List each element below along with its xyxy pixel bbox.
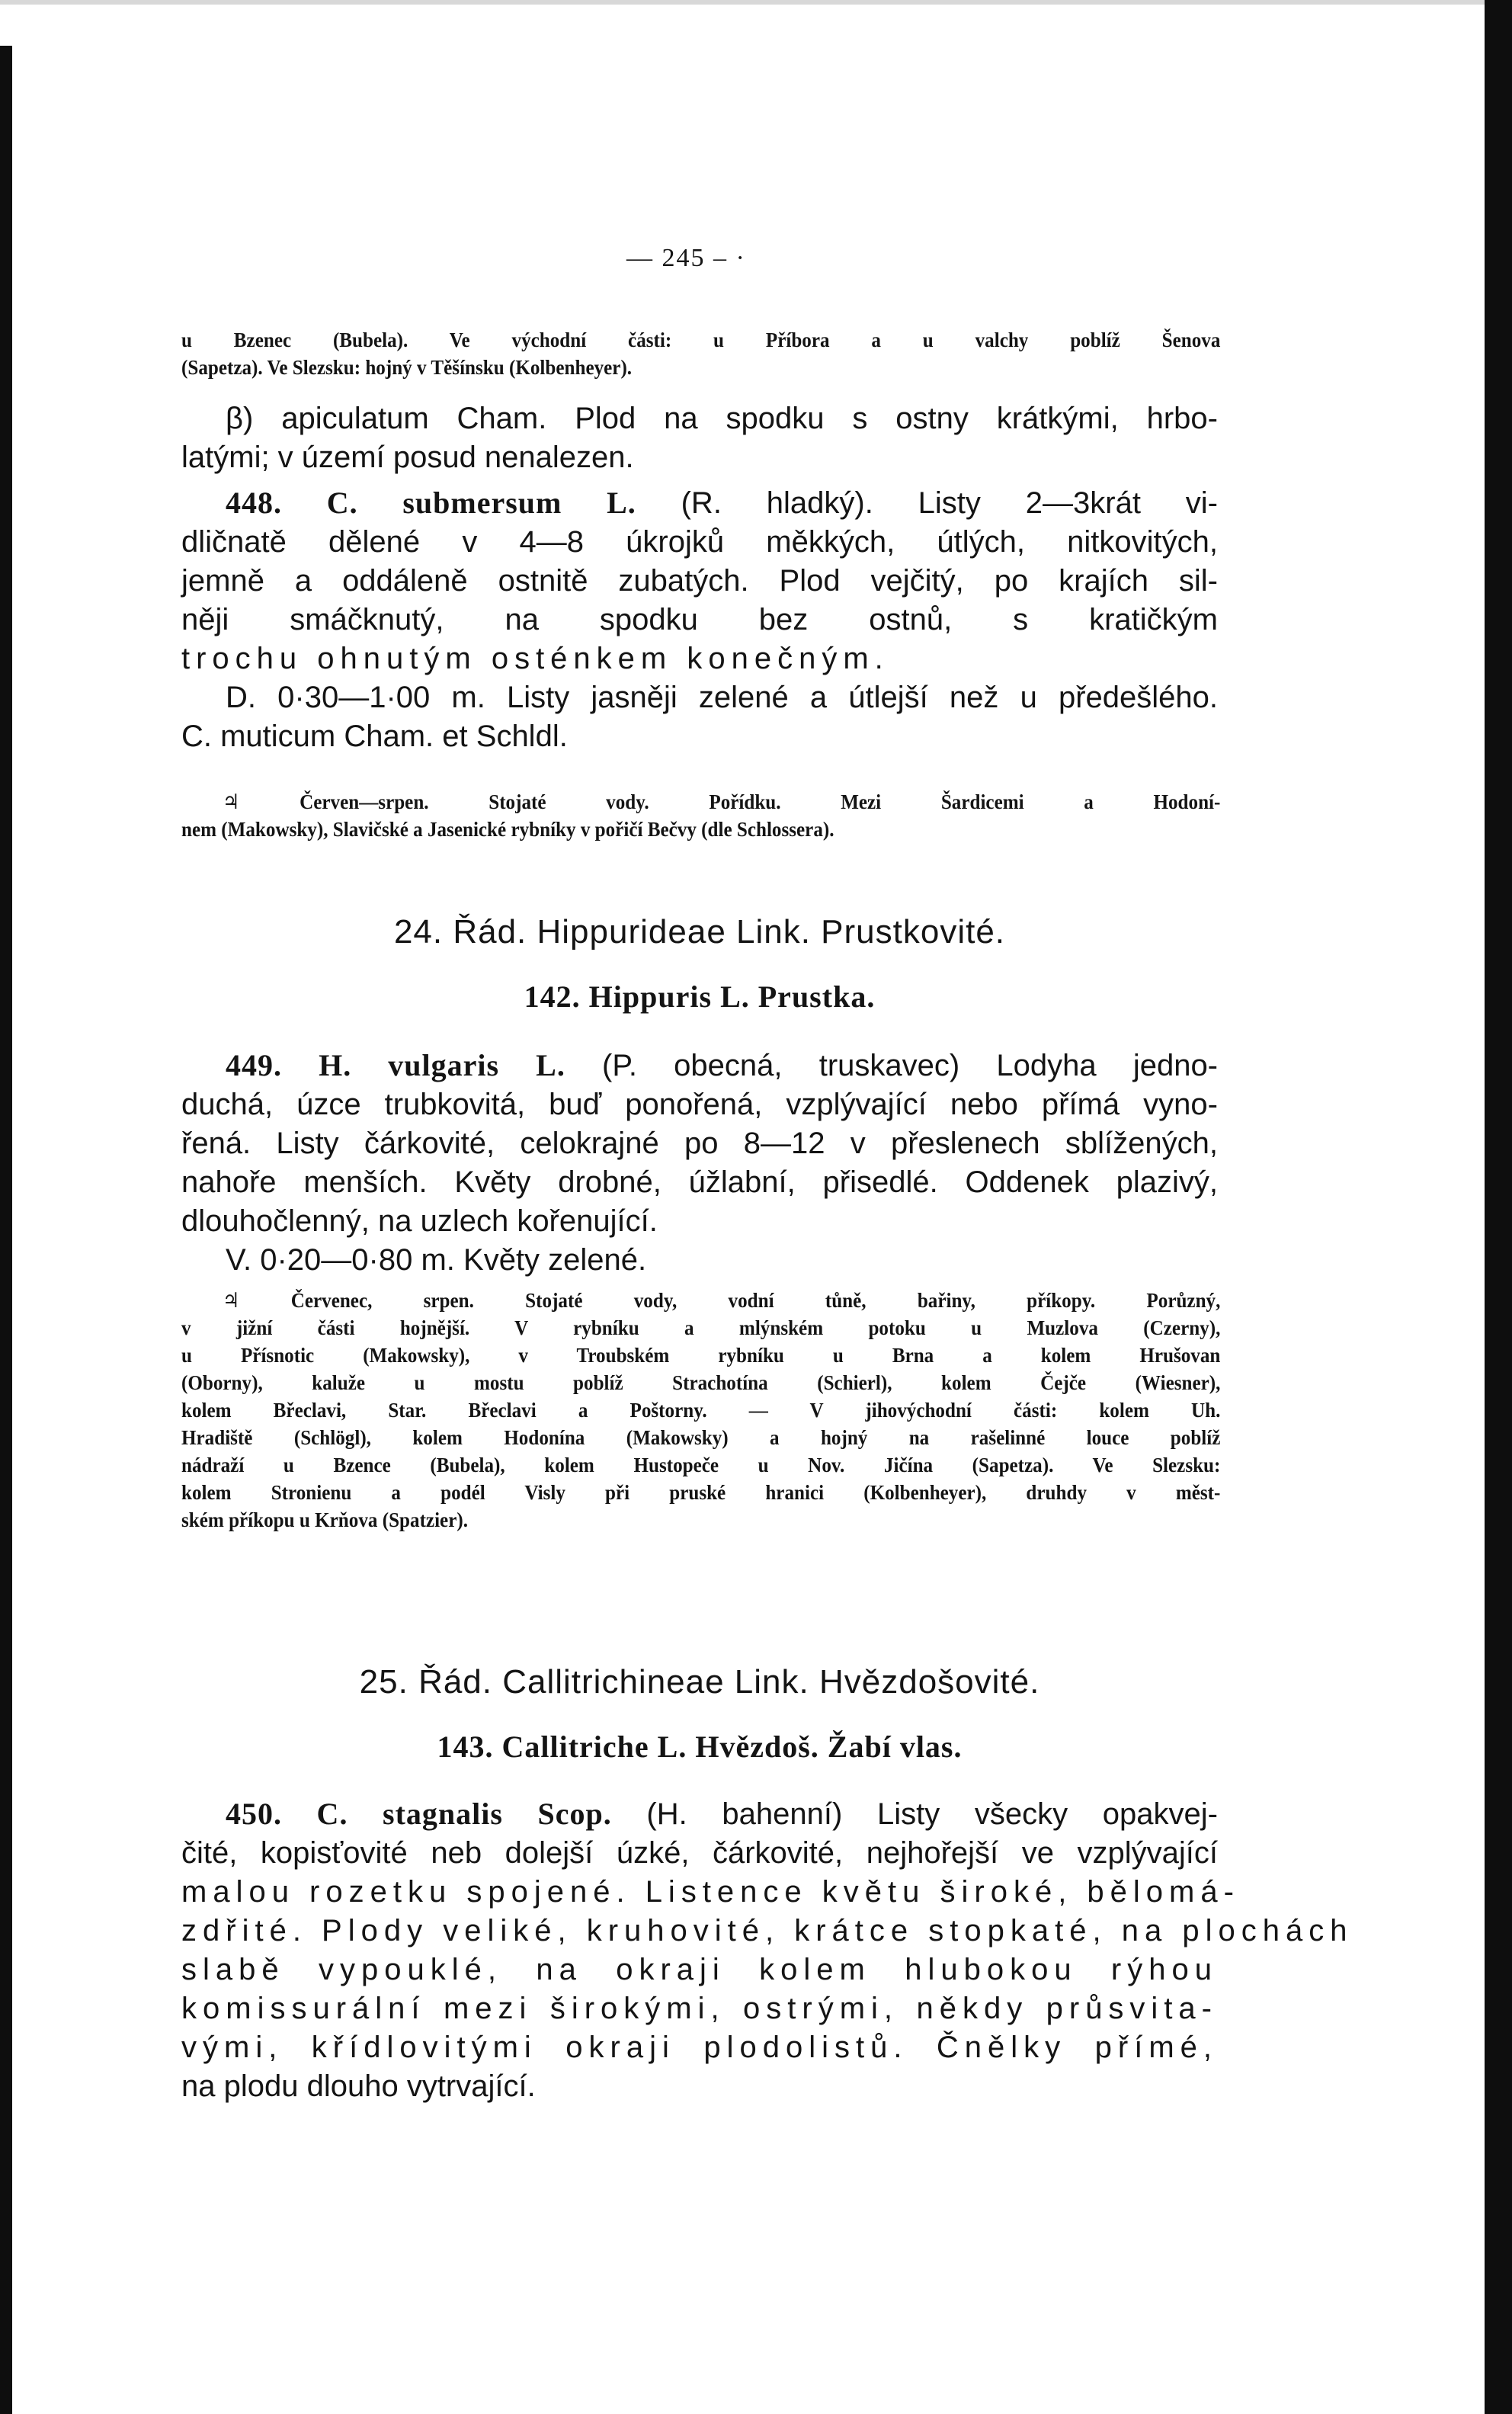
continuation-paragraph — [181, 326, 1220, 381]
text-line: jemně a oddáleně ostnitě zubatých. Plod vejčitý, po krajích sil- — [181, 564, 1218, 598]
text-line: kolem Břeclavi, Star. Břeclavi a Poštorny. — V jihovýchodní části: kolem Uh. — [181, 1399, 1221, 1422]
text-line: nahoře menších. Květy drobné, úžlabní, přisedlé. Oddenek plazivý, — [181, 1165, 1218, 1199]
text-line: nádraží u Bzence (Bubela), kolem Hustopeče u Nov. Jičína (Sapetza). Ve Slezsku: — [181, 1454, 1221, 1476]
genus-heading: 143. Callitriche L. Hvězdoš. Žabí vlas. — [437, 1730, 963, 1764]
text-line — [181, 1046, 1218, 1085]
text-line: komissurální mezi širokými, ostrými, někdy průsvita- — [181, 1992, 1218, 2025]
text-run: (P. obecná, truskavec) Lodyha jedno- — [602, 1049, 1219, 1082]
text-line: ♃ Červen—srpen. Stojaté vody. Pořídku. Mezi Šardicemi a Hodoní- — [222, 790, 1221, 813]
order-25-heading-wrap — [181, 1663, 1218, 1701]
text-line: dličnatě dělené v 4—8 úkrojků měkkých, útlých, nitkovitých, — [181, 525, 1218, 559]
text-line: zdřité. Plody veliké, kruhovité, krátce stopkaté, na plochách — [181, 1914, 1353, 1948]
text-line: Hradiště (Schlögl), kolem Hodonína (Makowsky) a hojný na rašelinné louce poblíž — [181, 1426, 1221, 1449]
text-line: dlouhočlenný, na uzlech kořenující. — [181, 1204, 658, 1238]
order-24-heading-wrap — [181, 913, 1218, 951]
species-449-distribution — [181, 1287, 1220, 1534]
text-line: β) apiculatum Cham. Plod na spodku s ostny krátkými, hrbo- — [226, 402, 1218, 435]
text-line: slabě vypouklé, na okraji kolem hlubokou rýhou — [181, 1953, 1218, 1986]
scan-right-edge — [1485, 0, 1512, 2414]
species-448 — [181, 483, 1218, 756]
text-line: ♃ Červenec, srpen. Stojaté vody, vodní tůně, bařiny, příkopy. Porůzný, — [222, 1289, 1221, 1312]
text-line: něji smáčknutý, na spodku bez ostnů, s kratičkým — [181, 603, 1218, 636]
text-line: řená. Listy čárkovité, celokrajné po 8—12 v přeslenech sblížených, — [181, 1127, 1218, 1160]
species-450 — [181, 1794, 1353, 2106]
text-line: na plodu dlouho vytrvající. — [181, 2069, 536, 2103]
species-name: 449. H. vulgaris L. — [226, 1048, 565, 1082]
text-line: duchá, úzce trubkovitá, buď ponořená, vzplývající nebo přímá vyno- — [181, 1088, 1218, 1121]
text-line: u Přísnotic (Makowsky), v Troubském rybníku u Brna a kolem Hrušovan — [181, 1344, 1221, 1367]
text-line: malou rozetku spojené. Listence květu široké, bělomá- — [181, 1875, 1240, 1909]
page-number: — 245 – · — [626, 244, 746, 272]
species-name: 450. C. stagnalis Scop. — [226, 1797, 612, 1831]
text-line — [181, 483, 1218, 523]
text-line — [181, 1794, 1218, 1834]
text-line: (Sapetza). Ve Slezsku: hojný v Těšínsku (Kolbenheyer). — [181, 356, 633, 379]
genus-143-heading-wrap — [181, 1729, 1218, 1765]
text-line: vými, křídlovitými okraji plodolistů. Čnělky přímé, — [181, 2031, 1218, 2064]
species-448-distribution — [181, 788, 1220, 843]
text-line: trochu ohnutým osténkem konečným. — [181, 642, 889, 675]
genus-heading: 142. Hippuris L. Prustka. — [524, 979, 876, 1014]
text-line: v jižní části hojnější. V rybníku a mlýnském potoku u Muzlova (Czerny), — [181, 1316, 1221, 1339]
text-line: V. 0·20—0·80 m. Květy zelené. — [226, 1243, 647, 1277]
text-line: latými; v území posud nenalezen. — [181, 441, 634, 474]
variety-apiculatum — [181, 399, 1218, 477]
scan-top-edge — [0, 0, 1512, 5]
text-line: D. 0·30—1·00 m. Listy jasněji zelené a útlejší než u předešlého. — [226, 681, 1218, 714]
species-name: 448. C. submersum L. — [226, 486, 636, 520]
species-449 — [181, 1046, 1218, 1280]
text-line: u Bzenec (Bubela). Ve východní části: u Příbora a u valchy poblíž Šenova — [181, 329, 1221, 351]
text-run: (H. bahenní) Listy všecky opakvej- — [646, 1797, 1218, 1831]
order-heading: 25. Řád. Callitrichineae Link. Hvězdošovité. — [359, 1663, 1040, 1701]
text-line: nem (Makowsky), Slavičské a Jasenické rybníky v pořičí Bečvy (dle Schlossera). — [181, 818, 834, 841]
text-line: ském příkopu u Krňova (Spatzier). — [181, 1508, 468, 1531]
genus-142-heading-wrap — [181, 979, 1218, 1015]
text-run: (R. hladký). Listy 2—3krát vi- — [681, 486, 1218, 520]
text-line: C. muticum Cham. et Schldl. — [181, 720, 568, 753]
order-heading: 24. Řád. Hippurideae Link. Prustkovité. — [393, 913, 1006, 951]
text-line: (Oborny), kaluže u mostu poblíž Strachotína (Schierl), kolem Čejče (Wiesner), — [181, 1371, 1221, 1394]
scan-left-edge — [0, 46, 12, 2414]
text-line: kolem Stronienu a podél Visly při pruské hranici (Kolbenheyer), druhdy v měst- — [181, 1481, 1221, 1504]
text-line: čité, kopisťovité neb dolejší úzké, čárkovité, nejhořejší ve vzplývající — [181, 1836, 1218, 1870]
